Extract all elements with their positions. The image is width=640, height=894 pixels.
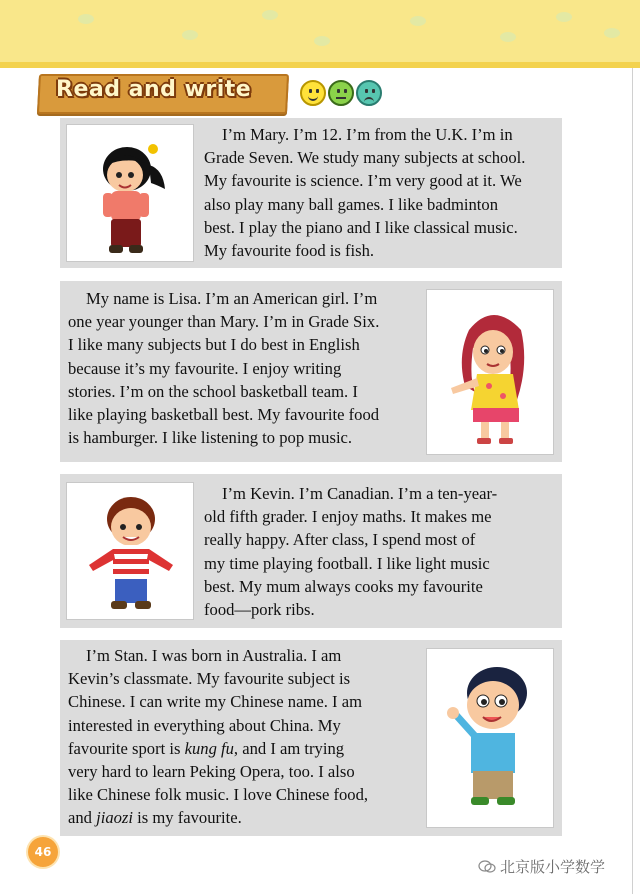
- kevin-illustration: [66, 482, 194, 620]
- text-line: old fifth grader. I enjoy maths. It makes me: [204, 507, 492, 527]
- text-fragment: , and I am trying: [233, 738, 345, 758]
- text-fragment: and: [68, 808, 97, 828]
- page-number: 46: [28, 837, 58, 867]
- watermark: [478, 856, 605, 877]
- text-line: really happy. After class, I spend most of: [204, 530, 476, 550]
- passage-block-lisa: [60, 281, 562, 462]
- text-line: food—pork ribs.: [204, 600, 315, 620]
- neutral-face-icon[interactable]: [328, 80, 354, 106]
- passage-block-kevin: [60, 474, 562, 628]
- text-line: like playing basketball best. My favourite food: [68, 405, 380, 425]
- band-spot: [556, 12, 572, 22]
- text-line: my time playing football. I like light music: [204, 553, 490, 573]
- text-line: like Chinese folk music. I love Chinese food,: [68, 785, 369, 805]
- text-line: stories. I’m on the school basketball team. I: [68, 381, 358, 401]
- italic-term: kung fu: [184, 738, 234, 758]
- band-spot: [314, 36, 330, 46]
- text-line: [68, 737, 420, 760]
- text-line: because it’s my favourite. I enjoy writing: [68, 358, 342, 378]
- passage-text-mary: [204, 123, 555, 262]
- text-line: I’m Kevin. I’m Canadian. I’m a ten-year-: [222, 484, 498, 503]
- text-line: My favourite food is fish.: [204, 241, 375, 261]
- band-spot: [410, 16, 426, 26]
- mary-illustration: [66, 124, 194, 262]
- band-spot: [182, 30, 198, 40]
- happy-face-icon[interactable]: [300, 80, 326, 106]
- girl-character-icon: [427, 290, 553, 454]
- italic-term: jiaozi: [96, 808, 133, 828]
- text-line: interested in everything about China. My: [68, 715, 341, 735]
- stan-illustration: [426, 648, 554, 828]
- section-heading: Read and write: [56, 77, 252, 102]
- top-decorative-band: [0, 0, 640, 68]
- text-line: Chinese. I can write my Chinese name. I am: [68, 692, 362, 712]
- chat-bubble-icon: [478, 860, 496, 874]
- lisa-illustration: [426, 289, 554, 455]
- text-line: I’m Stan. I was born in Australia. I am: [86, 646, 342, 665]
- passage-block-mary: [60, 118, 562, 268]
- band-spot: [500, 32, 516, 42]
- boy-character-icon: [427, 649, 553, 827]
- self-assessment-faces: [300, 80, 382, 106]
- passage-text-lisa: [68, 287, 420, 449]
- text-line: I like many subjects but I do best in English: [68, 335, 360, 355]
- text-line: Kevin’s classmate. My favourite subject is: [68, 669, 351, 689]
- text-line: best. My mum always cooks my favourite: [204, 576, 483, 596]
- text-line: My name is Lisa. I’m an American girl. I’m: [86, 289, 378, 308]
- text-line: My favourite is science. I’m very good at it. We: [204, 171, 522, 191]
- band-spot: [78, 14, 94, 24]
- text-line: Grade Seven. We study many subjects at school.: [204, 148, 526, 168]
- text-line: one year younger than Mary. I’m in Grade Six.: [68, 312, 380, 332]
- text-line: also play many ball games. I like badminton: [204, 194, 499, 214]
- text-line: I’m Mary. I’m 12. I’m from the U.K. I’m in: [222, 125, 513, 144]
- band-spot: [604, 28, 620, 38]
- watermark-text: 北京版小学数学: [500, 858, 606, 876]
- sad-face-icon[interactable]: [356, 80, 382, 106]
- text-line: best. I play the piano and I like classical music.: [204, 217, 518, 237]
- passage-text-kevin: [204, 482, 555, 621]
- page-edge-rule: [632, 68, 633, 894]
- text-fragment: favourite sport is: [68, 738, 185, 758]
- passage-block-stan: [60, 640, 562, 836]
- band-spot: [262, 10, 278, 20]
- text-line: [68, 806, 420, 829]
- boy-character-icon: [67, 483, 193, 619]
- text-line: very hard to learn Peking Opera, too. I also: [68, 762, 355, 782]
- text-line: is hamburger. I like listening to pop music.: [68, 428, 353, 448]
- text-fragment: is my favourite.: [133, 808, 242, 828]
- passage-text-stan: [68, 644, 420, 830]
- girl-character-icon: [67, 125, 193, 261]
